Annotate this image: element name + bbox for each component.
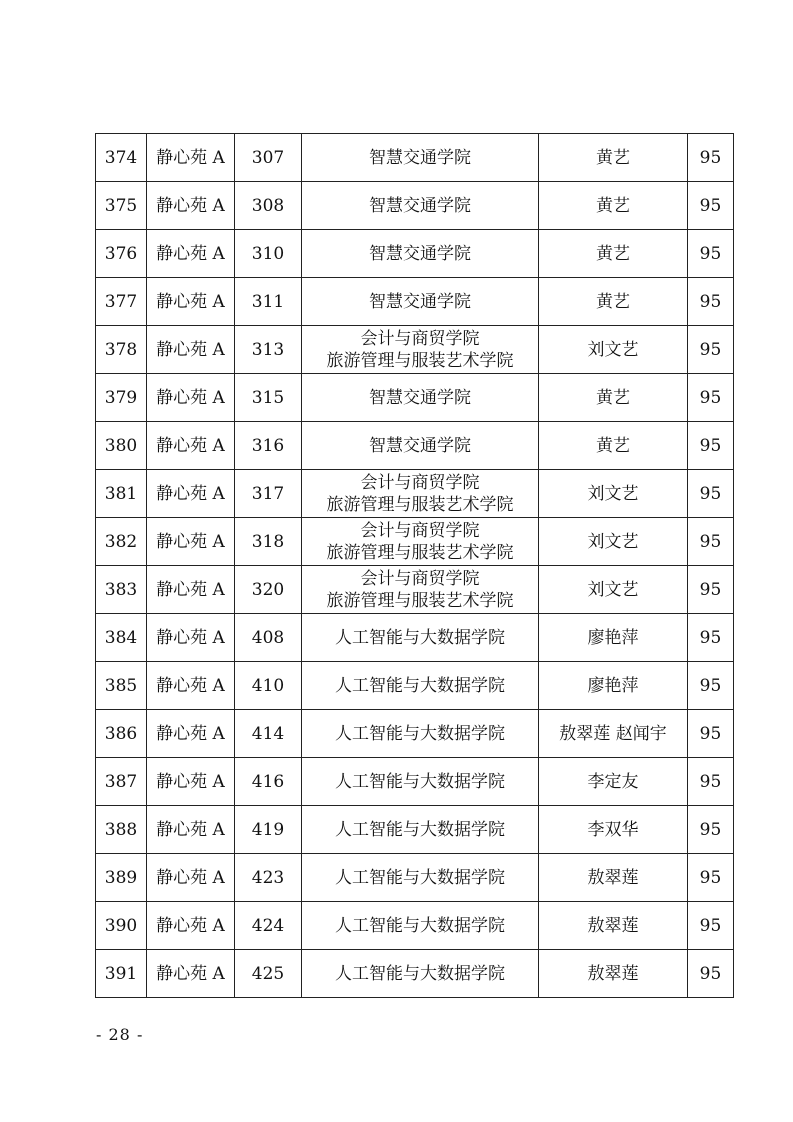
cell-serial-number: 391 (96, 950, 147, 998)
cell-score: 95 (688, 854, 734, 902)
table-row (96, 614, 734, 662)
cell-building: 静心苑 A (147, 134, 235, 182)
cell-serial-number: 377 (96, 278, 147, 326)
cell-counselor: 敖翠莲 (539, 902, 688, 950)
cell-college (302, 902, 539, 950)
college-name-line: 会计与商贸学院 (360, 328, 480, 349)
cell-room-number: 423 (235, 854, 302, 902)
page-number: - 28 - (96, 1025, 144, 1044)
cell-score: 95 (688, 902, 734, 950)
cell-counselor: 黄艺 (539, 422, 688, 470)
cell-building: 静心苑 A (147, 614, 235, 662)
cell-building: 静心苑 A (147, 854, 235, 902)
college-name-line: 人工智能与大数据学院 (335, 771, 505, 792)
table-row (96, 902, 734, 950)
table-row (96, 134, 734, 182)
table-row (96, 182, 734, 230)
cell-serial-number: 379 (96, 374, 147, 422)
cell-score: 95 (688, 230, 734, 278)
cell-counselor: 刘文艺 (539, 518, 688, 566)
cell-building: 静心苑 A (147, 374, 235, 422)
cell-score: 95 (688, 710, 734, 758)
cell-room-number: 424 (235, 902, 302, 950)
cell-score: 95 (688, 662, 734, 710)
cell-building: 静心苑 A (147, 566, 235, 614)
college-name-line: 智慧交通学院 (369, 435, 471, 456)
cell-counselor: 黄艺 (539, 230, 688, 278)
cell-serial-number: 381 (96, 470, 147, 518)
table-row (96, 854, 734, 902)
cell-room-number: 318 (235, 518, 302, 566)
cell-score: 95 (688, 614, 734, 662)
table-row (96, 566, 734, 614)
cell-counselor: 刘文艺 (539, 326, 688, 374)
table-row (96, 278, 734, 326)
college-name-line: 智慧交通学院 (369, 147, 471, 168)
cell-serial-number: 385 (96, 662, 147, 710)
college-name-line: 人工智能与大数据学院 (335, 675, 505, 696)
cell-room-number: 416 (235, 758, 302, 806)
cell-serial-number: 383 (96, 566, 147, 614)
cell-score: 95 (688, 950, 734, 998)
cell-counselor: 李双华 (539, 806, 688, 854)
cell-score: 95 (688, 758, 734, 806)
cell-counselor: 黄艺 (539, 182, 688, 230)
table-row (96, 758, 734, 806)
cell-score: 95 (688, 278, 734, 326)
college-name-line: 人工智能与大数据学院 (335, 963, 505, 984)
cell-serial-number: 390 (96, 902, 147, 950)
cell-serial-number: 375 (96, 182, 147, 230)
cell-room-number: 307 (235, 134, 302, 182)
cell-room-number: 311 (235, 278, 302, 326)
cell-building: 静心苑 A (147, 278, 235, 326)
cell-serial-number: 386 (96, 710, 147, 758)
college-name-line: 会计与商贸学院 (360, 520, 480, 541)
cell-room-number: 315 (235, 374, 302, 422)
college-name-line: 会计与商贸学院 (360, 568, 480, 589)
table-row (96, 806, 734, 854)
cell-college (302, 950, 539, 998)
cell-score: 95 (688, 422, 734, 470)
college-name-line: 智慧交通学院 (369, 195, 471, 216)
cell-building: 静心苑 A (147, 326, 235, 374)
table-row (96, 422, 734, 470)
cell-college (302, 374, 539, 422)
table-row (96, 470, 734, 518)
cell-serial-number: 387 (96, 758, 147, 806)
cell-counselor: 黄艺 (539, 278, 688, 326)
cell-score: 95 (688, 134, 734, 182)
cell-room-number: 317 (235, 470, 302, 518)
college-name-line: 人工智能与大数据学院 (335, 627, 505, 648)
college-name-line: 旅游管理与服装艺术学院 (326, 494, 514, 515)
cell-college (302, 662, 539, 710)
cell-counselor: 敖翠莲 (539, 950, 688, 998)
cell-score: 95 (688, 326, 734, 374)
cell-counselor: 黄艺 (539, 134, 688, 182)
cell-college (302, 566, 539, 614)
dormitory-score-table (95, 133, 734, 998)
cell-college (302, 614, 539, 662)
cell-room-number: 313 (235, 326, 302, 374)
college-name-line: 旅游管理与服装艺术学院 (326, 590, 514, 611)
cell-counselor: 廖艳萍 (539, 662, 688, 710)
cell-college (302, 422, 539, 470)
college-name-line: 智慧交通学院 (369, 387, 471, 408)
cell-college (302, 134, 539, 182)
college-name-line: 旅游管理与服装艺术学院 (326, 542, 514, 563)
cell-building: 静心苑 A (147, 518, 235, 566)
cell-college (302, 230, 539, 278)
cell-building: 静心苑 A (147, 230, 235, 278)
cell-building: 静心苑 A (147, 806, 235, 854)
cell-building: 静心苑 A (147, 758, 235, 806)
cell-counselor: 敖翠莲 赵闻宇 (539, 710, 688, 758)
college-name-line: 人工智能与大数据学院 (335, 723, 505, 744)
cell-college (302, 518, 539, 566)
cell-room-number: 414 (235, 710, 302, 758)
cell-building: 静心苑 A (147, 902, 235, 950)
cell-room-number: 408 (235, 614, 302, 662)
cell-college (302, 806, 539, 854)
cell-building: 静心苑 A (147, 950, 235, 998)
cell-room-number: 320 (235, 566, 302, 614)
table-body (96, 134, 734, 998)
college-name-line: 人工智能与大数据学院 (335, 867, 505, 888)
cell-score: 95 (688, 566, 734, 614)
table-row (96, 662, 734, 710)
cell-serial-number: 378 (96, 326, 147, 374)
cell-counselor: 刘文艺 (539, 470, 688, 518)
cell-building: 静心苑 A (147, 710, 235, 758)
cell-college (302, 854, 539, 902)
cell-serial-number: 389 (96, 854, 147, 902)
college-name-line: 智慧交通学院 (369, 291, 471, 312)
cell-college (302, 470, 539, 518)
cell-building: 静心苑 A (147, 662, 235, 710)
cell-counselor: 李定友 (539, 758, 688, 806)
cell-serial-number: 380 (96, 422, 147, 470)
cell-score: 95 (688, 182, 734, 230)
cell-score: 95 (688, 806, 734, 854)
cell-serial-number: 382 (96, 518, 147, 566)
cell-room-number: 316 (235, 422, 302, 470)
cell-counselor: 黄艺 (539, 374, 688, 422)
cell-building: 静心苑 A (147, 182, 235, 230)
cell-score: 95 (688, 374, 734, 422)
cell-college (302, 182, 539, 230)
cell-room-number: 419 (235, 806, 302, 854)
cell-room-number: 308 (235, 182, 302, 230)
table-row (96, 950, 734, 998)
table-row (96, 518, 734, 566)
cell-serial-number: 376 (96, 230, 147, 278)
college-name-line: 旅游管理与服装艺术学院 (326, 350, 514, 371)
table-row (96, 230, 734, 278)
cell-counselor: 刘文艺 (539, 566, 688, 614)
cell-college (302, 758, 539, 806)
cell-college (302, 278, 539, 326)
cell-building: 静心苑 A (147, 470, 235, 518)
cell-room-number: 410 (235, 662, 302, 710)
cell-room-number: 425 (235, 950, 302, 998)
cell-score: 95 (688, 470, 734, 518)
college-name-line: 会计与商贸学院 (360, 472, 480, 493)
cell-college (302, 326, 539, 374)
cell-college (302, 710, 539, 758)
cell-building: 静心苑 A (147, 422, 235, 470)
cell-serial-number: 384 (96, 614, 147, 662)
cell-counselor: 敖翠莲 (539, 854, 688, 902)
cell-score: 95 (688, 518, 734, 566)
table-row (96, 374, 734, 422)
cell-room-number: 310 (235, 230, 302, 278)
cell-counselor: 廖艳萍 (539, 614, 688, 662)
cell-serial-number: 388 (96, 806, 147, 854)
table-row (96, 326, 734, 374)
table-row (96, 710, 734, 758)
cell-serial-number: 374 (96, 134, 147, 182)
college-name-line: 人工智能与大数据学院 (335, 819, 505, 840)
college-name-line: 人工智能与大数据学院 (335, 915, 505, 936)
college-name-line: 智慧交通学院 (369, 243, 471, 264)
